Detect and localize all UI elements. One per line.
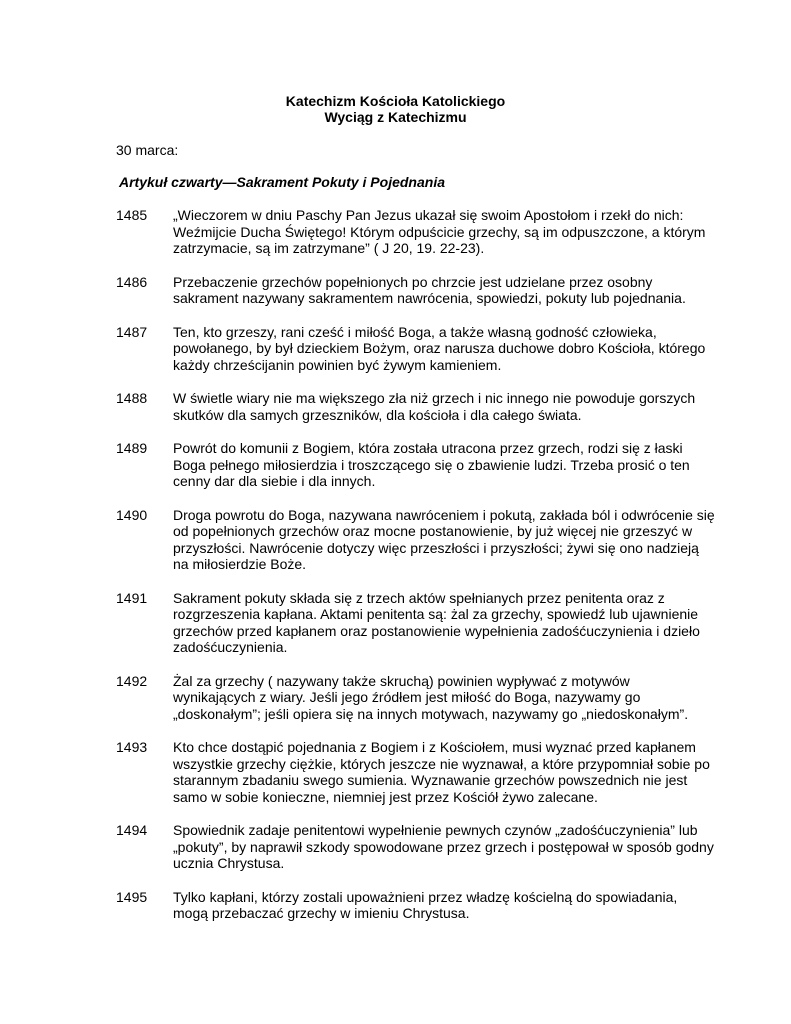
- paragraph-1495: [116, 889, 716, 922]
- paragraph-1490: [116, 507, 716, 573]
- date-label: 30 marca:: [116, 142, 179, 158]
- paragraph-1492: [116, 673, 716, 723]
- paragraph-1491: [116, 590, 716, 656]
- paragraph-text: Tylko kapłani, którzy zostali upoważnieni przez władzę kościelną do spowiadania, mogą przebaczać grzechy w imieniu Chrystusa.: [173, 888, 678, 921]
- paragraph-text: Powrót do komunii z Bogiem, która została utracona przez grzech, rodzi się z łaski Boga pełnego miłosierdzia i troszczącego się o zbawienie ludzi. Trzeba prosić o ten cenny dar dla siebie i dla innych.: [173, 440, 690, 489]
- paragraph-text: W świetle wiary nie ma większego zła niż grzech i nic innego nie powoduje gorszych skutków dla samych grzeszników, dla kościoła i dla całego świata.: [173, 390, 696, 423]
- paragraph-number: 1487: [116, 323, 148, 340]
- paragraph-text: „Wieczorem w dniu Paschy Pan Jezus ukazał się swoim Apostołom i rzekł do nich: Weźmijcie Ducha Świętego! Którym odpuścicie grzechy, są im odpuszczone, a którym zatrzymacie, są im zatrzymane” ( J 20, 19. 22-23).: [173, 207, 706, 256]
- paragraph-1485: [116, 207, 716, 257]
- paragraph-text: Ten, kto grzeszy, rani cześć i miłość Boga, a także własną godność człowieka, powołanego, by był dzieckiem Bożym, oraz narusza duchowe dobro Kościoła, którego każdy chrześcijanin powinien być żywym kamieniem.: [173, 323, 706, 373]
- paragraph-number: 1495: [116, 888, 148, 905]
- paragraph-number: 1494: [116, 822, 148, 838]
- paragraph-text: Spowiednik zadaje penitentowi wypełnienie pewnych czynów „zadośćuczynienia” lub „pokuty”, by naprawił szkody spowodowane przez grzech i postępował w sposób godny ucznia Chrystusa.: [173, 822, 714, 871]
- paragraph-1489: [116, 440, 716, 490]
- paragraph-number: 1486: [116, 273, 148, 290]
- paragraph-text: Żal za grzechy ( nazywany także skruchą) powinien wypływać z motywów wynikających z wiary. Jeśli jego źródłem jest miłość do Boga, nazywamy go „doskonałym”; jeśli opiera się na innych motywach, nazywamy go „niedoskonałym”.: [173, 672, 689, 722]
- paragraph-1487: [116, 324, 716, 374]
- paragraph-number: 1489: [116, 440, 148, 456]
- paragraph-number: 1491: [116, 589, 148, 606]
- paragraph-list: [116, 207, 716, 939]
- paragraph-number: 1485: [116, 207, 148, 223]
- paragraph-1494: [116, 822, 716, 872]
- title-line-1: Katechizm Kościoła Katolickiego: [285, 93, 506, 109]
- paragraph-text: Kto chce dostąpić pojednania z Bogiem i z Kościołem, musi wyznać przed kapłanem wszystkie grzechy ciężkie, których jeszcze nie wyznawał, a które przypomniał sobie po starannym zbadaniu swego sumienia. Wyznawanie grzechów powszednich nie jest samo w sobie konieczne, niemniej jest przez Kościół żywo zalecane.: [173, 739, 710, 805]
- paragraph-text: Droga powrotu do Boga, nazywana nawróceniem i pokutą, zakłada ból i odwrócenie się od popełnionych grzechów oraz mocne postanowienie, by już więcej nie grzeszyć w przyszłości. Nawrócenie dotyczy więc przeszłości i przyszłości; żywi się ono nadzieją na miłosierdzie Boże.: [173, 506, 715, 572]
- paragraph-text: Przebaczenie grzechów popełnionych po chrzcie jest udzielane przez osobny sakrament nazywany sakramentem nawrócenia, spowiedzi, pokuty lub pojednania.: [173, 273, 686, 306]
- paragraph-number: 1492: [116, 672, 148, 689]
- paragraph-number: 1490: [116, 506, 148, 523]
- paragraph-number: 1493: [116, 739, 148, 755]
- article-heading: Artykuł czwarty—Sakrament Pokuty i Pojednania: [119, 174, 445, 190]
- paragraph-1486: [116, 274, 716, 307]
- title-line-2: Wyciąg z Katechizmu: [324, 109, 467, 125]
- paragraph-number: 1488: [116, 390, 148, 406]
- paragraph-1488: [116, 390, 716, 423]
- paragraph-text: Sakrament pokuty składa się z trzech aktów spełnianych przez penitenta oraz z rozgrzeszenia kapłana. Aktami penitenta są: żal za grzechy, spowiedź lub ujawnienie grzechów przed kapłanem oraz postanowienie wypełnienia zadośćuczynienia i dzieło zadośćuczynienia.: [173, 589, 700, 655]
- document-title: [0, 93, 791, 125]
- paragraph-1493: [116, 739, 716, 805]
